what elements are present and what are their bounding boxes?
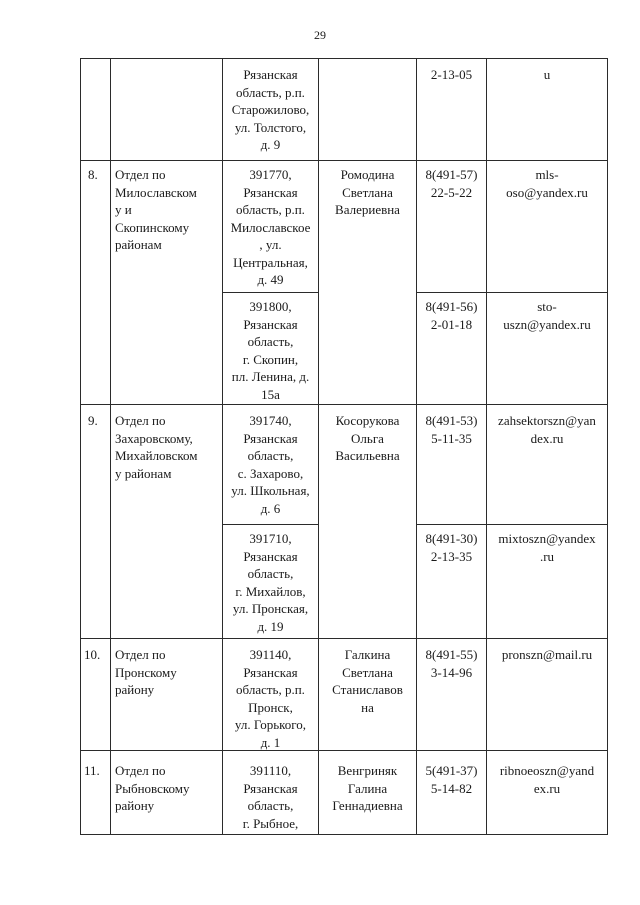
phone-cell: 8(491-55) 3-14-96 bbox=[425, 647, 478, 680]
column-divider bbox=[110, 58, 111, 835]
row-number: 9. bbox=[88, 413, 98, 428]
phone-cell: 8(491-57) 22-5-22 bbox=[425, 167, 478, 200]
row-divider bbox=[222, 292, 318, 293]
address-cell: 391770, Рязанская область, р.п. Милославское , ул. Центральная, д. 49 bbox=[230, 167, 311, 287]
row-divider bbox=[80, 160, 608, 161]
row-divider bbox=[222, 524, 318, 525]
row-divider bbox=[80, 404, 608, 405]
phone-cell: 2-13-05 bbox=[430, 67, 473, 82]
row-divider bbox=[80, 750, 608, 751]
row-divider bbox=[80, 638, 608, 639]
phone-cell: 8(491-30) 2-13-35 bbox=[425, 531, 478, 564]
row-divider bbox=[80, 58, 608, 59]
row-number: 11. bbox=[84, 763, 100, 778]
phone-cell: 8(491-56) 2-01-18 bbox=[425, 299, 478, 332]
head-person: Косорукова Ольга Васильевна bbox=[335, 413, 400, 463]
address-cell: Рязанская область, р.п. Старожилово, ул. Толстого, д. 9 bbox=[231, 67, 310, 152]
department-name: Отдел по Рыбновскому району bbox=[115, 763, 190, 813]
page-number: 29 bbox=[314, 28, 326, 42]
department-name: Отдел по Захаровскому, Михайловском у районам bbox=[115, 413, 198, 481]
email-cell: zahsektorszn@yan dex.ru bbox=[498, 413, 596, 446]
department-name: Отдел по Пронскому району bbox=[115, 647, 177, 697]
email-cell: u bbox=[543, 67, 551, 82]
phone-cell: 8(491-53) 5-11-35 bbox=[425, 413, 478, 446]
address-cell: 391110, Рязанская область, г. Рыбное, bbox=[242, 763, 299, 831]
email-cell: mixtoszn@yandex .ru bbox=[498, 531, 596, 564]
department-name: Отдел по Милославском у и Скопинскому районам bbox=[115, 167, 197, 252]
row-number: 8. bbox=[88, 167, 98, 182]
row-divider bbox=[416, 524, 608, 525]
head-person: Венгриняк Галина Геннадиевна bbox=[332, 763, 403, 813]
email-cell: ribnoeoszn@yand ex.ru bbox=[499, 763, 595, 796]
email-cell: pronszn@mail.ru bbox=[501, 647, 593, 662]
row-divider bbox=[416, 292, 608, 293]
address-cell: 391800, Рязанская область, г. Скопин, пл. Ленина, д. 15а bbox=[231, 299, 310, 402]
phone-cell: 5(491-37) 5-14-82 bbox=[425, 763, 478, 796]
row-divider bbox=[80, 834, 608, 835]
row-number: 10. bbox=[84, 647, 101, 662]
head-person: Ромодина Светлана Валериевна bbox=[335, 167, 400, 217]
column-divider bbox=[80, 58, 81, 835]
address-cell: 391740, Рязанская область, с. Захарово, ул. Школьная, д. 6 bbox=[231, 413, 310, 516]
column-divider bbox=[607, 58, 608, 835]
email-cell: mls- oso@yandex.ru bbox=[506, 167, 588, 200]
address-cell: 391710, Рязанская область, г. Михайлов, ул. Пронская, д. 19 bbox=[232, 531, 309, 634]
address-cell: 391140, Рязанская область, р.п. Пронск, ул. Горького, д. 1 bbox=[234, 647, 307, 750]
email-cell: sto- uszn@yandex.ru bbox=[503, 299, 591, 332]
head-person: Галкина Светлана Станиславов на bbox=[332, 647, 403, 715]
